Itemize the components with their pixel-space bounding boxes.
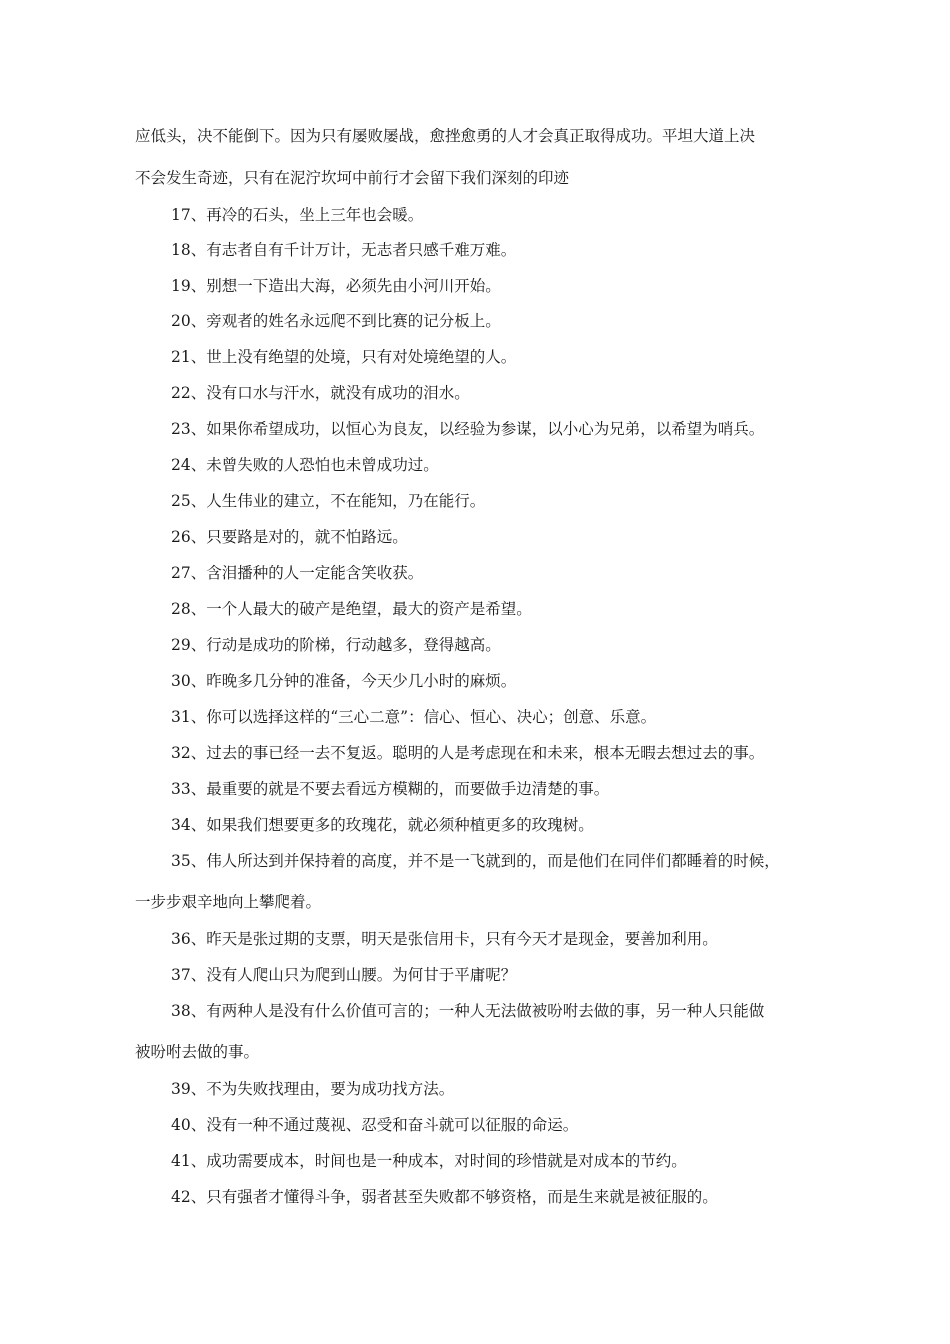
item-number: 39、 bbox=[171, 1080, 207, 1098]
item-number: 42、 bbox=[171, 1188, 207, 1206]
item-text: 人生伟业的建立，不在能知，乃在能行。 bbox=[206, 492, 486, 510]
item-text: 别想一下造出大海，必须先由小河川开始。 bbox=[206, 277, 501, 295]
item-number: 37、 bbox=[171, 966, 207, 984]
item-text: 你可以选择这样的“三心二意”：信心、恒心、决心；创意、乐意。 bbox=[206, 708, 657, 726]
item-text: 行动是成功的阶梯，行动越多，登得越高。 bbox=[206, 636, 501, 654]
item-number: 31、 bbox=[171, 708, 207, 726]
list-item-20 bbox=[135, 310, 835, 333]
item-text: 昨晚多几分钟的准备，今天少几小时的麻烦。 bbox=[206, 672, 517, 690]
list-item-25 bbox=[135, 490, 835, 513]
item-number: 23、 bbox=[171, 420, 207, 438]
list-item-40 bbox=[135, 1114, 835, 1137]
item-text: 一个人最大的破产是绝望，最大的资产是希望。 bbox=[206, 600, 532, 618]
list-item-26 bbox=[135, 526, 835, 549]
item-text: 如果你希望成功，以恒心为良友，以经验为参谋，以小心为兄弟，以希望为哨兵。 bbox=[206, 420, 765, 438]
item-number: 18、 bbox=[171, 241, 207, 259]
list-item-23 bbox=[135, 418, 835, 441]
item-number: 30、 bbox=[171, 672, 207, 690]
list-item-38-wrap: 被吩咐去做的事。 bbox=[135, 1043, 260, 1061]
list-item-41 bbox=[135, 1150, 835, 1173]
item-number: 22、 bbox=[171, 384, 207, 402]
item-text: 没有口水与汗水，就没有成功的泪水。 bbox=[206, 384, 470, 402]
list-item-29 bbox=[135, 634, 835, 657]
item-number: 40、 bbox=[171, 1116, 207, 1134]
item-text: 如果我们想要更多的玫瑰花，就必须种植更多的玫瑰树。 bbox=[206, 816, 594, 834]
item-text: 不为失败找理由，要为成功找方法。 bbox=[206, 1080, 455, 1098]
item-number: 35、 bbox=[171, 852, 207, 870]
list-item-22 bbox=[135, 382, 835, 405]
list-item-35 bbox=[135, 850, 835, 873]
list-item-42 bbox=[135, 1186, 835, 1209]
item-text: 成功需要成本，时间也是一种成本，对时间的珍惜就是对成本的节约。 bbox=[206, 1152, 687, 1170]
item-text: 有两种人是没有什么价值可言的；一种人无法做被吩咐去做的事，另一种人只能做 bbox=[206, 1002, 765, 1020]
item-text: 有志者自有千计万计，无志者只感千难万难。 bbox=[206, 241, 517, 259]
list-item-39 bbox=[135, 1078, 835, 1101]
item-number: 29、 bbox=[171, 636, 207, 654]
list-item-19 bbox=[135, 275, 835, 298]
item-number: 21、 bbox=[171, 348, 207, 366]
list-item-37 bbox=[135, 964, 835, 987]
list-item-35-wrap: 一步步艰辛地向上攀爬着。 bbox=[135, 893, 322, 911]
item-number: 34、 bbox=[171, 816, 207, 834]
item-number: 36、 bbox=[171, 930, 207, 948]
list-item-17 bbox=[135, 204, 835, 227]
item-number: 41、 bbox=[171, 1152, 207, 1170]
item-text: 最重要的就是不要去看远方模糊的，而要做手边清楚的事。 bbox=[206, 780, 610, 798]
item-text: 只要路是对的，就不怕路远。 bbox=[206, 528, 408, 546]
list-item-27 bbox=[135, 562, 835, 585]
item-number: 33、 bbox=[171, 780, 207, 798]
list-item-36 bbox=[135, 928, 835, 951]
list-item-31 bbox=[135, 706, 835, 729]
list-item-33 bbox=[135, 778, 835, 801]
list-item-21 bbox=[135, 346, 835, 369]
item-number: 20、 bbox=[171, 312, 207, 330]
item-text: 只有强者才懂得斗争，弱者甚至失败都不够资格，而是生来就是被征服的。 bbox=[206, 1188, 718, 1206]
item-text: 过去的事已经一去不复返。聪明的人是考虑现在和未来，根本无暇去想过去的事。 bbox=[206, 744, 765, 762]
item-text: 再冷的石头，坐上三年也会暖。 bbox=[206, 206, 424, 224]
list-item-38 bbox=[135, 1000, 835, 1023]
item-number: 24、 bbox=[171, 456, 207, 474]
item-text: 没有人爬山只为爬到山腰。为何甘于平庸呢？ bbox=[206, 966, 517, 984]
item-number: 17、 bbox=[171, 206, 207, 224]
item-text: 昨天是张过期的支票，明天是张信用卡，只有今天才是现金，要善加利用。 bbox=[206, 930, 718, 948]
item-text: 未曾失败的人恐怕也未曾成功过。 bbox=[206, 456, 439, 474]
item-number: 19、 bbox=[171, 277, 207, 295]
list-item-18 bbox=[135, 239, 835, 262]
item-text: 伟人所达到并保持着的高度，并不是一飞就到的，而是他们在同伴们都睡着的时候， bbox=[206, 852, 780, 870]
item-text: 没有一种不通过蔑视、忍受和奋斗就可以征服的命运。 bbox=[206, 1116, 579, 1134]
item-number: 32、 bbox=[171, 744, 207, 762]
list-item-28 bbox=[135, 598, 835, 621]
item-text: 世上没有绝望的处境，只有对处境绝望的人。 bbox=[206, 348, 517, 366]
list-item-34 bbox=[135, 814, 835, 837]
item-number: 27、 bbox=[171, 564, 207, 582]
item-number: 25、 bbox=[171, 492, 207, 510]
item-text: 含泪播种的人一定能含笑收获。 bbox=[206, 564, 424, 582]
list-item-24 bbox=[135, 454, 835, 477]
paragraph-continuation-line-2: 不会发生奇迹，只有在泥泞坎坷中前行才会留下我们深刻的印迹 bbox=[135, 169, 570, 187]
item-number: 28、 bbox=[171, 600, 207, 618]
paragraph-continuation-line-1: 应低头，决不能倒下。因为只有屡败屡战，愈挫愈勇的人才会真正取得成功。平坦大道上决 bbox=[135, 127, 756, 145]
list-item-32 bbox=[135, 742, 835, 765]
item-number: 26、 bbox=[171, 528, 207, 546]
list-item-30 bbox=[135, 670, 835, 693]
item-text: 旁观者的姓名永远爬不到比赛的记分板上。 bbox=[206, 312, 501, 330]
item-number: 38、 bbox=[171, 1002, 207, 1020]
